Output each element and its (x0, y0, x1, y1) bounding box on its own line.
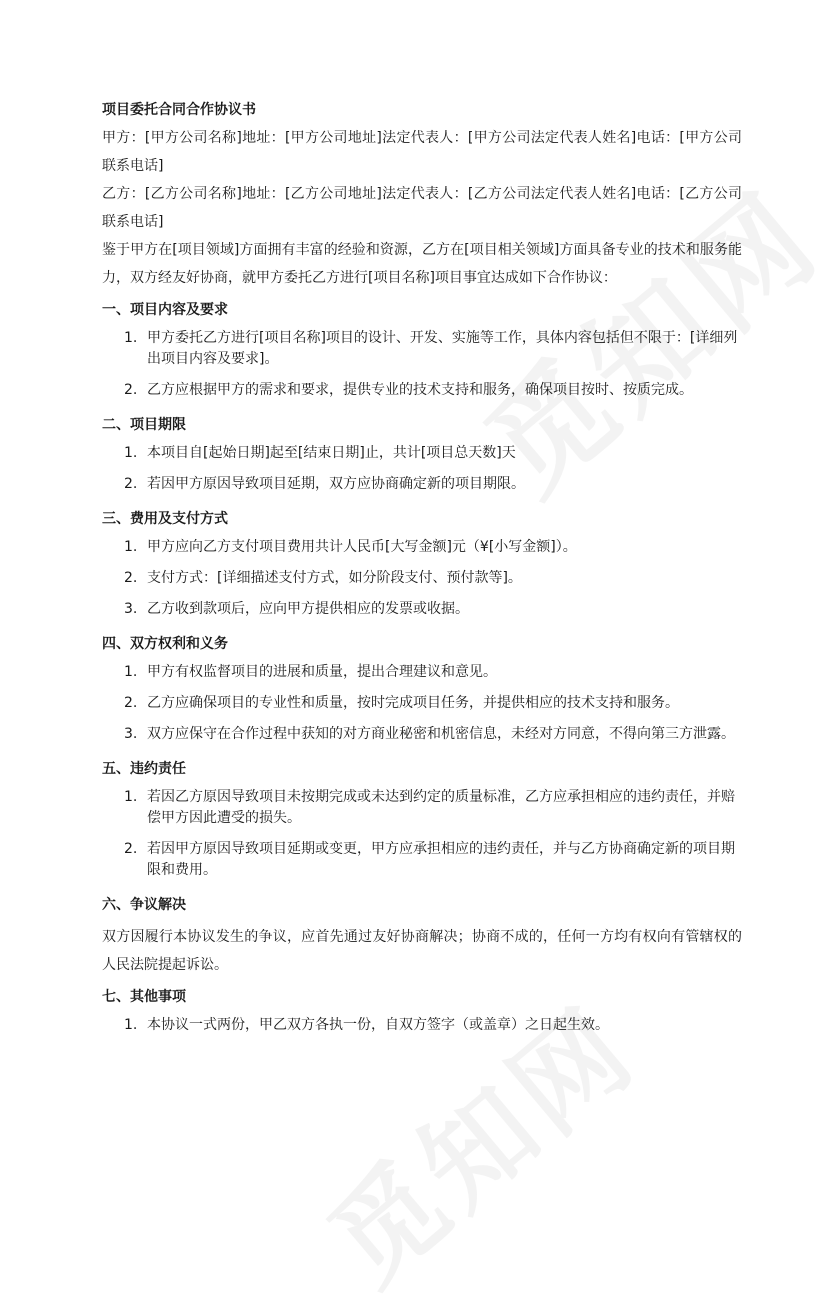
item-number: 1. (124, 445, 138, 461)
section-list (102, 662, 742, 745)
item-number: 2. (124, 841, 138, 857)
party-a-info: 甲方：[甲方公司名称]地址：[甲方公司地址]法定代表人：[甲方公司法定代表人姓名]电话：[甲方公司联系电话] (102, 130, 742, 174)
section-heading: 七、其他事项 (102, 989, 186, 1005)
section-heading: 四、双方权利和义务 (102, 636, 228, 652)
item-number: 3. (124, 726, 138, 742)
section-list (102, 787, 742, 881)
list-item (102, 568, 742, 589)
preamble: 鉴于甲方在[项目领域]方面拥有丰富的经验和资源，乙方在[项目相关领域]方面具备专业的技术和服务能力，双方经友好协商，就甲方委托乙方进行[项目名称]项目事宜达成如下合作协议： (102, 242, 742, 286)
item-text: 甲方应向乙方支付项目费用共计人民币[大写金额]元（¥[小写金额]）。 (147, 539, 577, 555)
item-text: 若因甲方原因导致项目延期，双方应协商确定新的项目期限。 (147, 476, 525, 492)
dispute-text: 双方因履行本协议发生的争议，应首先通过友好协商解决；协商不成的，任何一方均有权向有管辖权的人民法院提起诉讼。 (102, 929, 742, 973)
list-item (102, 380, 742, 401)
section-heading: 二、项目期限 (102, 417, 186, 433)
item-number: 1. (124, 789, 138, 805)
section-heading: 六、争议解决 (102, 897, 186, 913)
section-list (102, 537, 742, 620)
item-text: 支付方式：[详细描述支付方式，如分阶段支付、预付款等]。 (147, 570, 522, 586)
item-text: 本协议一式两份，甲乙双方各执一份，自双方签字（或盖章）之日起生效。 (147, 1017, 609, 1033)
item-text: 甲方委托乙方进行[项目名称]项目的设计、开发、实施等工作，具体内容包括但不限于：[详细列出项目内容及要求]。 (147, 330, 738, 367)
list-item (102, 328, 742, 370)
item-number: 1. (124, 1017, 138, 1033)
item-number: 1. (124, 664, 138, 680)
section-list (102, 1015, 742, 1036)
item-number: 2. (124, 695, 138, 711)
party-b-info: 乙方：[乙方公司名称]地址：[乙方公司地址]法定代表人：[乙方公司法定代表人姓名]电话：[乙方公司联系电话] (102, 186, 742, 230)
document-body (102, 96, 742, 1046)
list-item (102, 474, 742, 495)
item-number: 3. (124, 601, 138, 617)
list-item (102, 787, 742, 829)
list-item (102, 839, 742, 881)
section-heading: 五、违约责任 (102, 761, 186, 777)
item-text: 乙方收到款项后，应向甲方提供相应的发票或收据。 (147, 601, 469, 617)
item-number: 2. (124, 570, 138, 586)
item-text: 乙方应确保项目的专业性和质量，按时完成项目任务，并提供相应的技术支持和服务。 (147, 695, 679, 711)
item-number: 2. (124, 382, 138, 398)
item-number: 1. (124, 539, 138, 555)
item-number: 1. (124, 330, 138, 346)
list-item (102, 662, 742, 683)
section-list (102, 328, 742, 401)
list-item (102, 1015, 742, 1036)
section-heading: 三、费用及支付方式 (102, 511, 228, 527)
list-item (102, 693, 742, 714)
item-text: 本项目自[起始日期]起至[结束日期]止，共计[项目总天数]天 (147, 445, 516, 461)
document-title: 项目委托合同合作协议书 (102, 102, 256, 118)
list-item (102, 724, 742, 745)
item-text: 若因乙方原因导致项目未按期完成或未达到约定的质量标准，乙方应承担相应的违约责任，并赔偿甲方因此遭受的损失。 (147, 789, 735, 826)
section-list (102, 443, 742, 495)
list-item (102, 599, 742, 620)
item-text: 若因甲方原因导致项目延期或变更，甲方应承担相应的违约责任，并与乙方协商确定新的项目期限和费用。 (147, 841, 735, 878)
item-text: 双方应保守在合作过程中获知的对方商业秘密和机密信息，未经对方同意，不得向第三方泄露。 (147, 726, 735, 742)
item-text: 乙方应根据甲方的需求和要求，提供专业的技术支持和服务，确保项目按时、按质完成。 (147, 382, 693, 398)
list-item (102, 537, 742, 558)
section-heading: 一、项目内容及要求 (102, 302, 228, 318)
item-text: 甲方有权监督项目的进展和质量，提出合理建议和意见。 (147, 664, 497, 680)
list-item (102, 443, 742, 464)
item-number: 2. (124, 476, 138, 492)
